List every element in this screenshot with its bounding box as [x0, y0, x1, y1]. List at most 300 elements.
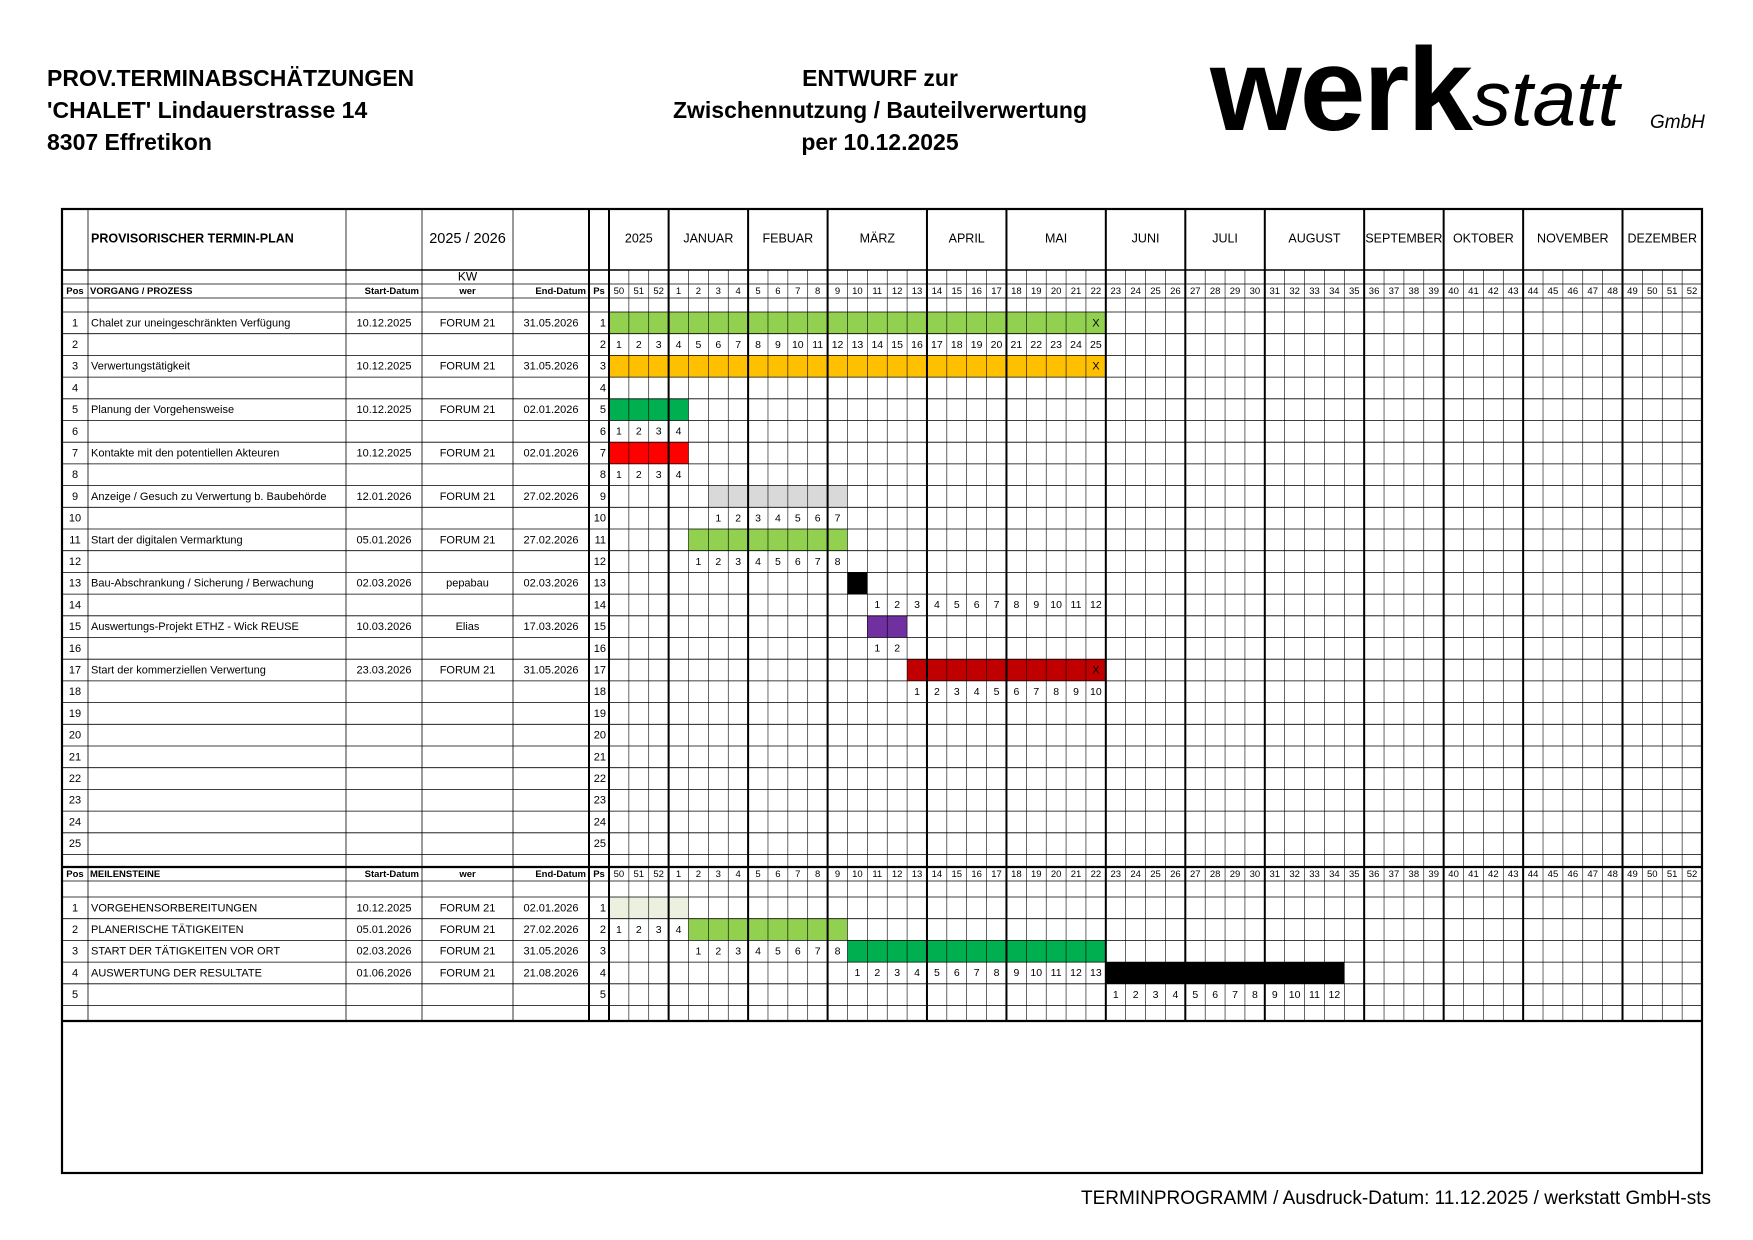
- task-pos: 17: [68, 664, 82, 677]
- task-week-34: 32: [1289, 286, 1300, 298]
- task-start-date: 10.12.2025: [356, 447, 412, 460]
- task-bar-13: [847, 572, 867, 594]
- task-week-10: 8: [815, 286, 821, 298]
- milestone-week-52: 50: [1647, 869, 1658, 881]
- task-week-count: 1: [874, 642, 881, 655]
- task-week-count: 9: [1073, 686, 1079, 699]
- task-week-25: 23: [1110, 286, 1122, 298]
- milestone-week-count: 7: [814, 945, 821, 958]
- month-label: SEPTEMBER: [1365, 231, 1443, 246]
- task-ps: 24: [593, 816, 606, 829]
- milestone-week-count: 2: [1132, 988, 1139, 1001]
- task-ps: 17: [593, 664, 606, 677]
- task-week-count: 11: [812, 338, 824, 351]
- task-week-count: 5: [774, 555, 781, 568]
- task-end-date: 31.05.2026: [523, 664, 579, 677]
- task-week-count: 6: [1013, 686, 1020, 699]
- draft-title-line1: ENTWURF zur: [802, 65, 958, 91]
- milestone-pos: 3: [71, 945, 79, 958]
- task-week-count: 1: [715, 512, 722, 525]
- task-end-date: 31.05.2026: [523, 360, 579, 373]
- milestone-week-41: 39: [1428, 869, 1440, 881]
- milestone-ps-header: Ps: [593, 869, 605, 881]
- task-week-count: 2: [894, 599, 901, 612]
- milestone-start-date: 01.06.2026: [356, 967, 412, 980]
- milestone-week-count: 12: [1070, 967, 1082, 980]
- task-week-count: 11: [1070, 599, 1082, 612]
- task-pos: 7: [71, 447, 79, 460]
- milestone-week-42: 40: [1448, 869, 1459, 881]
- milestone-wer: FORUM 21: [439, 945, 496, 958]
- milestone-week-count: 2: [635, 923, 642, 936]
- task-wer: FORUM 21: [439, 360, 496, 373]
- task-week-33: 31: [1269, 286, 1281, 298]
- task-ps: 12: [593, 555, 606, 568]
- task-start-date: 10.03.2026: [356, 621, 412, 634]
- milestone-pos: 4: [71, 967, 79, 980]
- task-week-count: 20: [990, 338, 1003, 351]
- task-week-count: 4: [755, 555, 761, 568]
- task-ps: 7: [599, 447, 606, 460]
- milestone-week-37: 35: [1348, 869, 1360, 881]
- task-end-date: 27.02.2026: [523, 490, 579, 503]
- task-pos: 2: [71, 338, 79, 351]
- task-ps: 8: [599, 469, 606, 482]
- task-pos: 1: [71, 317, 79, 330]
- task-wer: Elias: [455, 621, 480, 634]
- milestone-week-count: 9: [1013, 967, 1020, 980]
- task-week-count: 6: [814, 512, 821, 525]
- task-pos: 5: [71, 404, 79, 417]
- milestone-week-39: 37: [1388, 869, 1400, 881]
- milestone-week-22: 20: [1050, 869, 1062, 881]
- task-week-53: 51: [1666, 286, 1678, 298]
- task-wer-header: wer: [459, 286, 476, 298]
- task-ps: 3: [599, 360, 606, 373]
- month-label: JULI: [1212, 231, 1238, 246]
- task-pos: 10: [68, 512, 82, 525]
- milestone-start-date: 05.01.2026: [356, 923, 412, 936]
- task-week-count: 1: [616, 338, 622, 351]
- task-end-mark: X: [1092, 360, 1100, 373]
- task-week-24: 22: [1090, 286, 1102, 298]
- task-week-count: 2: [635, 425, 642, 438]
- task-week-52: 50: [1647, 286, 1658, 298]
- milestone-week-count: 6: [953, 967, 960, 980]
- milestone-week-16: 14: [931, 869, 943, 881]
- milestone-week-count: 6: [794, 945, 801, 958]
- draft-title-line3: per 10.12.2025: [801, 129, 959, 155]
- task-week-count: 10: [1050, 599, 1062, 612]
- task-bar-3: [609, 355, 1106, 377]
- milestone-week-43: 41: [1468, 869, 1479, 881]
- milestone-start-header: Start-Datum: [364, 869, 419, 881]
- month-label: 2025: [624, 231, 653, 246]
- task-end-header: End-Datum: [535, 286, 586, 298]
- task-ps: 19: [593, 707, 606, 720]
- task-week-count: 8: [1053, 686, 1060, 699]
- task-name: Start der kommerziellen Verwertung: [91, 664, 266, 677]
- task-week-count: 8: [1013, 599, 1020, 612]
- task-week-count: 5: [794, 512, 801, 525]
- milestone-week-54: 52: [1686, 869, 1698, 881]
- milestone-week-24: 22: [1090, 869, 1102, 881]
- task-week-38: 36: [1368, 286, 1380, 298]
- milestone-week-26: 24: [1130, 869, 1141, 881]
- logo-werk: werk: [1210, 24, 1471, 156]
- logo-gmbh: GmbH: [1650, 112, 1705, 133]
- task-week-7: 5: [755, 286, 761, 298]
- task-week-45: 43: [1507, 286, 1519, 298]
- task-week-count: 7: [735, 338, 742, 351]
- task-name: Chalet zur uneingeschränkten Verfügung: [91, 317, 291, 330]
- task-week-3: 1: [675, 286, 682, 298]
- task-bar-1: [609, 312, 1106, 334]
- task-pos: 24: [68, 816, 82, 829]
- task-week-count: 25: [1090, 338, 1102, 351]
- task-wer: FORUM 21: [439, 490, 496, 503]
- milestone-week-count: 11: [1050, 967, 1062, 980]
- milestone-week-11: 9: [834, 869, 841, 881]
- task-week-23: 21: [1070, 286, 1082, 298]
- milestone-name: AUSWERTUNG DER RESULTATE: [91, 967, 262, 980]
- milestone-week-count: 4: [755, 945, 761, 958]
- task-week-20: 18: [1011, 286, 1022, 298]
- milestone-week-44: 42: [1488, 869, 1499, 881]
- milestone-ps: 5: [599, 989, 606, 1002]
- milestone-week-12: 10: [852, 869, 863, 881]
- task-week-count: 22: [1030, 338, 1043, 351]
- task-week-count: 2: [715, 555, 722, 568]
- task-ps: 14: [593, 599, 606, 612]
- task-end-date: 17.03.2026: [523, 621, 579, 634]
- milestone-week-2: 52: [653, 869, 664, 881]
- milestone-week-23: 21: [1070, 869, 1082, 881]
- plan-title: PROVISORISCHER TERMIN-PLAN: [91, 231, 294, 246]
- milestone-week-35: 33: [1309, 869, 1320, 881]
- task-start-date: 02.03.2026: [356, 577, 412, 590]
- task-week-46: 44: [1527, 286, 1539, 298]
- task-week-count: 10: [1090, 686, 1102, 699]
- task-week-32: 30: [1249, 286, 1261, 298]
- task-week-count: 4: [675, 338, 682, 351]
- task-week-count: 12: [1090, 599, 1102, 612]
- task-start-date: 12.01.2026: [356, 490, 412, 503]
- task-week-count: 23: [1050, 338, 1062, 351]
- task-ps: 18: [593, 686, 606, 699]
- task-week-48: 46: [1567, 286, 1579, 298]
- task-week-4: 2: [695, 286, 702, 298]
- milestone-week-32: 30: [1249, 869, 1261, 881]
- task-week-16: 14: [931, 286, 943, 298]
- task-week-count: 7: [1033, 686, 1040, 699]
- milestone-week-count: 1: [854, 967, 861, 980]
- milestone-week-count: 3: [894, 967, 901, 980]
- task-ps: 10: [593, 512, 606, 525]
- task-ps: 20: [593, 729, 606, 742]
- task-pos: 13: [68, 577, 82, 590]
- table-frame: [62, 209, 1702, 1173]
- milestone-name: VORGEHENSORBEREITUNGEN: [91, 902, 258, 915]
- milestone-week-5: 3: [715, 869, 721, 881]
- milestone-week-38: 36: [1368, 869, 1380, 881]
- task-week-count: 9: [774, 338, 781, 351]
- task-ps: 2: [599, 338, 606, 351]
- task-ps: 9: [599, 490, 606, 503]
- task-week-count: 1: [695, 555, 702, 568]
- task-name: Anzeige / Gesuch zu Verwertung b. Baubehörde: [91, 490, 327, 503]
- milestone-week-30: 28: [1209, 869, 1221, 881]
- task-pos: 6: [71, 425, 79, 438]
- task-week-count: 4: [675, 469, 682, 482]
- task-week-51: 49: [1627, 286, 1638, 298]
- task-week-count: 16: [911, 338, 923, 351]
- task-week-count: 2: [735, 512, 742, 525]
- logo-statt: statt: [1472, 54, 1620, 142]
- milestone-week-count: 6: [1212, 988, 1219, 1001]
- task-ps: 15: [593, 621, 606, 634]
- milestone-end-date: 31.05.2026: [523, 945, 579, 958]
- task-start-header: Start-Datum: [364, 286, 419, 298]
- task-name: Bau-Abschrankung / Sicherung / Berwachung: [91, 577, 314, 590]
- task-week-count: 1: [616, 425, 622, 438]
- task-week-count: 2: [894, 642, 901, 655]
- milestone-start-date: 10.12.2025: [356, 902, 412, 915]
- task-week-count: 3: [953, 686, 960, 699]
- task-week-9: 7: [795, 286, 801, 298]
- milestone-week-count: 7: [1232, 988, 1238, 1001]
- milestone-week-count: 10: [1288, 988, 1301, 1001]
- task-pos: 21: [68, 751, 82, 764]
- project-title-line3: 8307 Effretikon: [47, 129, 212, 155]
- milestone-week-count: 3: [735, 945, 742, 958]
- task-week-30: 28: [1209, 286, 1221, 298]
- milestone-week-25: 23: [1110, 869, 1122, 881]
- milestone-week-50: 48: [1607, 869, 1618, 881]
- milestone-week-3: 1: [675, 869, 682, 881]
- milestone-week-27: 25: [1150, 869, 1161, 881]
- milestone-week-0: 50: [613, 869, 625, 881]
- milestone-week-53: 51: [1666, 869, 1678, 881]
- task-week-22: 20: [1050, 286, 1062, 298]
- task-wer: FORUM 21: [439, 404, 496, 417]
- task-week-count: 2: [933, 686, 940, 699]
- task-ps: 13: [593, 577, 606, 590]
- task-week-count: 3: [655, 469, 662, 482]
- milestone-end-date: 02.01.2026: [523, 902, 579, 915]
- task-vorgang-header: VORGANG / PROZESS: [90, 286, 193, 298]
- task-week-14: 12: [891, 286, 903, 298]
- task-week-count: 2: [635, 469, 642, 482]
- milestone-week-count: 2: [874, 967, 881, 980]
- task-week-count: 7: [993, 599, 1000, 612]
- milestone-week-count: 2: [715, 945, 722, 958]
- milestone-name: PLANERISCHE TÄTIGKEITEN: [91, 923, 244, 936]
- task-week-count: 6: [973, 599, 980, 612]
- task-ps-header: Ps: [593, 286, 605, 298]
- milestone-week-count: 1: [1112, 988, 1119, 1001]
- task-week-count: 3: [655, 425, 662, 438]
- task-week-count: 4: [774, 512, 781, 525]
- task-ps: 6: [599, 425, 606, 438]
- task-week-39: 37: [1388, 286, 1400, 298]
- milestone-week-count: 3: [655, 923, 662, 936]
- milestone-week-count: 13: [1090, 967, 1102, 980]
- task-pos: 11: [69, 534, 81, 547]
- month-label: DEZEMBER: [1627, 231, 1697, 246]
- task-wer: pepabau: [446, 577, 489, 590]
- milestone-week-9: 7: [795, 869, 801, 881]
- milestone-week-13: 11: [872, 869, 883, 881]
- task-pos: 18: [68, 686, 82, 699]
- month-label: OKTOBER: [1452, 231, 1514, 246]
- milestone-week-count: 5: [774, 945, 781, 958]
- task-pos-header: Pos: [66, 286, 84, 298]
- task-week-count: 10: [791, 338, 804, 351]
- milestone-week-count: 1: [616, 923, 622, 936]
- milestone-name: START DER TÄTIGKEITEN VOR ORT: [91, 945, 281, 958]
- task-week-count: 1: [874, 599, 881, 612]
- task-week-19: 17: [991, 286, 1002, 298]
- milestone-week-40: 38: [1408, 869, 1420, 881]
- task-ps: 22: [593, 772, 606, 785]
- milestone-week-count: 4: [1172, 988, 1179, 1001]
- task-week-40: 38: [1408, 286, 1420, 298]
- task-pos: 25: [68, 838, 82, 851]
- task-name: Planung der Vorgehensweise: [91, 404, 235, 417]
- task-ps: 4: [599, 382, 606, 395]
- project-title-line1: PROV.TERMINABSCHÄTZUNGEN: [47, 65, 415, 91]
- task-week-count: 3: [655, 338, 662, 351]
- milestone-wer: FORUM 21: [439, 902, 496, 915]
- milestone-week-17: 15: [951, 869, 963, 881]
- task-end-date: 02.01.2026: [523, 404, 579, 417]
- milestone-week-20: 18: [1011, 869, 1022, 881]
- milestone-week-15: 13: [911, 869, 923, 881]
- milestone-week-count: 8: [834, 945, 841, 958]
- project-title-line2: 'CHALET' Lindauerstrasse 14: [47, 97, 368, 123]
- task-week-17: 15: [951, 286, 963, 298]
- task-ps: 11: [594, 534, 606, 547]
- task-week-29: 27: [1189, 286, 1201, 298]
- milestone-week-51: 49: [1627, 869, 1638, 881]
- task-week-count: 7: [814, 555, 821, 568]
- task-week-count: 19: [970, 338, 983, 351]
- task-week-count: 9: [1033, 599, 1040, 612]
- task-week-2: 52: [653, 286, 664, 298]
- task-week-11: 9: [834, 286, 841, 298]
- task-week-count: 6: [794, 555, 801, 568]
- task-week-31: 29: [1229, 286, 1241, 298]
- task-week-count: 8: [755, 338, 761, 351]
- milestone-wer-header: wer: [459, 869, 476, 881]
- milestone-week-19: 17: [991, 869, 1002, 881]
- task-week-49: 47: [1587, 286, 1598, 298]
- task-ps: 23: [593, 794, 606, 807]
- task-wer: FORUM 21: [439, 317, 496, 330]
- milestone-week-31: 29: [1229, 869, 1241, 881]
- month-label: AUGUST: [1288, 231, 1341, 246]
- milestone-week-49: 47: [1587, 869, 1598, 881]
- years-label: 2025 / 2026: [429, 230, 506, 247]
- milestone-pos-header: Pos: [66, 869, 84, 881]
- milestone-week-34: 32: [1289, 869, 1300, 881]
- task-pos: 14: [68, 599, 82, 612]
- task-pos: 22: [68, 772, 82, 785]
- milestone-week-7: 5: [755, 869, 761, 881]
- milestone-week-8: 6: [775, 869, 781, 881]
- milestone-week-count: 4: [914, 967, 920, 980]
- milestone-end-date: 21.08.2026: [523, 967, 579, 980]
- task-week-50: 48: [1607, 286, 1618, 298]
- task-ps: 5: [599, 404, 606, 417]
- milestone-week-33: 31: [1269, 869, 1281, 881]
- task-pos: 23: [68, 794, 82, 807]
- milestone-wer: FORUM 21: [439, 967, 496, 980]
- milestone-week-count: 10: [1030, 967, 1043, 980]
- task-week-18: 16: [971, 286, 982, 298]
- milestone-week-count: 4: [675, 923, 682, 936]
- task-week-count: 4: [973, 686, 980, 699]
- milestone-week-4: 2: [695, 869, 702, 881]
- milestone-week-14: 12: [891, 869, 903, 881]
- task-end-date: 02.03.2026: [523, 577, 579, 590]
- task-week-43: 41: [1468, 286, 1479, 298]
- task-pos: 8: [71, 469, 79, 482]
- task-week-27: 25: [1150, 286, 1161, 298]
- task-start-date: 10.12.2025: [356, 404, 412, 417]
- milestone-week-count: 12: [1328, 988, 1341, 1001]
- task-pos: 15: [68, 621, 82, 634]
- milestone-week-47: 45: [1547, 869, 1559, 881]
- milestone-start-date: 02.03.2026: [356, 945, 412, 958]
- task-week-26: 24: [1130, 286, 1141, 298]
- milestone-week-28: 26: [1170, 869, 1181, 881]
- draft-title-line2: Zwischennutzung / Bauteilverwertung: [672, 97, 1088, 123]
- milestone-week-count: 8: [993, 967, 1000, 980]
- task-week-count: 3: [735, 555, 742, 568]
- milestone-week-count: 1: [695, 945, 702, 958]
- milestone-week-count: 5: [1192, 988, 1199, 1001]
- month-label: JANUAR: [683, 231, 734, 246]
- task-name: Start der digitalen Vermarktung: [91, 534, 243, 547]
- milestone-week-1: 51: [633, 869, 645, 881]
- milestone-wer: FORUM 21: [439, 923, 496, 936]
- task-week-28: 26: [1170, 286, 1181, 298]
- milestone-vorgang-header: MEILENSTEINE: [90, 869, 161, 881]
- milestone-week-21: 19: [1030, 869, 1042, 881]
- task-wer: FORUM 21: [439, 534, 496, 547]
- milestone-week-36: 34: [1329, 869, 1340, 881]
- milestone-week-count: 11: [1309, 988, 1320, 1001]
- task-week-35: 33: [1309, 286, 1320, 298]
- milestone-week-6: 4: [735, 869, 741, 881]
- milestone-week-count: 3: [1152, 988, 1159, 1001]
- task-end-date: 02.01.2026: [523, 447, 579, 460]
- task-name: Verwertungstätigkeit: [91, 360, 191, 373]
- task-end-mark: X: [1092, 664, 1100, 677]
- milestone-ps: 4: [599, 967, 606, 980]
- task-week-count: 2: [635, 338, 642, 351]
- task-week-count: 8: [834, 555, 841, 568]
- milestone-pos: 5: [71, 989, 79, 1002]
- month-label: JUNI: [1131, 231, 1160, 246]
- task-end-date: 31.05.2026: [523, 317, 579, 330]
- task-week-count: 12: [831, 338, 844, 351]
- task-week-12: 10: [852, 286, 863, 298]
- task-week-36: 34: [1329, 286, 1340, 298]
- task-week-37: 35: [1348, 286, 1360, 298]
